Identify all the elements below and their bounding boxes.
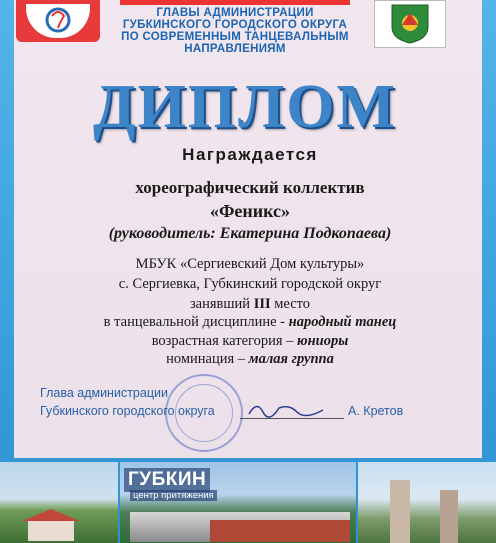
city-brand: ГУБКИН bbox=[124, 468, 210, 492]
footer-photo-strip bbox=[0, 462, 496, 543]
header-line-4: НАПРАВЛЕНИЯМ bbox=[184, 43, 286, 55]
awarded-label: Награждается bbox=[182, 145, 318, 164]
city-photo bbox=[358, 462, 496, 543]
age-line bbox=[40, 333, 460, 350]
header-line-2: ГУБКИНСКОГО ГОРОДСКОГО ОКРУГА bbox=[122, 19, 348, 31]
park-photo bbox=[0, 462, 118, 543]
collective-name: «Феникс» bbox=[209, 201, 291, 221]
signature-title-1: Глава администрации bbox=[40, 386, 168, 400]
discipline-prefix: в танцевальной дисциплине - bbox=[103, 314, 289, 330]
handwritten-signature bbox=[245, 398, 335, 420]
running-track bbox=[210, 520, 350, 542]
header-red-strip bbox=[120, 0, 350, 5]
dancer-icon bbox=[38, 6, 78, 36]
nomination-prefix: номинация – bbox=[166, 351, 249, 367]
rank-value: III bbox=[253, 296, 271, 312]
header-line-1: ГЛАВЫ АДМИНИСТРАЦИИ bbox=[156, 7, 314, 19]
coat-of-arms-icon bbox=[388, 3, 432, 45]
diploma-title: ДИПЛОМ bbox=[92, 73, 398, 141]
location: с. Сергиевка, Губкинский городской округ bbox=[118, 276, 382, 292]
gazebo-icon bbox=[20, 507, 82, 543]
header-line-3: ПО СОВРЕМЕННЫМ ТАНЦЕВАЛЬНЫМ bbox=[121, 31, 349, 43]
rank-suffix: место bbox=[270, 296, 311, 312]
rank-line bbox=[40, 296, 460, 313]
city-tagline: центр притяжения bbox=[130, 490, 217, 501]
collective-type: хореографический коллектив bbox=[135, 178, 365, 197]
signature-line bbox=[240, 418, 344, 419]
nomination-line bbox=[40, 351, 460, 368]
festival-logo bbox=[16, 0, 100, 42]
discipline-value: народный танец bbox=[288, 314, 397, 330]
city-emblem bbox=[374, 0, 446, 48]
building-1 bbox=[390, 480, 410, 543]
age-value: юниоры bbox=[297, 333, 349, 349]
signature-title-2: Губкинского городского округа bbox=[40, 404, 215, 418]
signer-name: А. Кретов bbox=[348, 404, 404, 418]
building-2 bbox=[440, 490, 458, 543]
nomination-value: малая группа bbox=[248, 351, 334, 367]
rank-prefix: занявший bbox=[189, 296, 254, 312]
age-prefix: возрастная категория – bbox=[151, 333, 298, 349]
collective-head: (руководитель: Екатерина Подкопаева) bbox=[108, 225, 392, 242]
discipline-line bbox=[40, 314, 460, 331]
organization: МБУК «Сергиевский Дом культуры» bbox=[135, 256, 365, 272]
